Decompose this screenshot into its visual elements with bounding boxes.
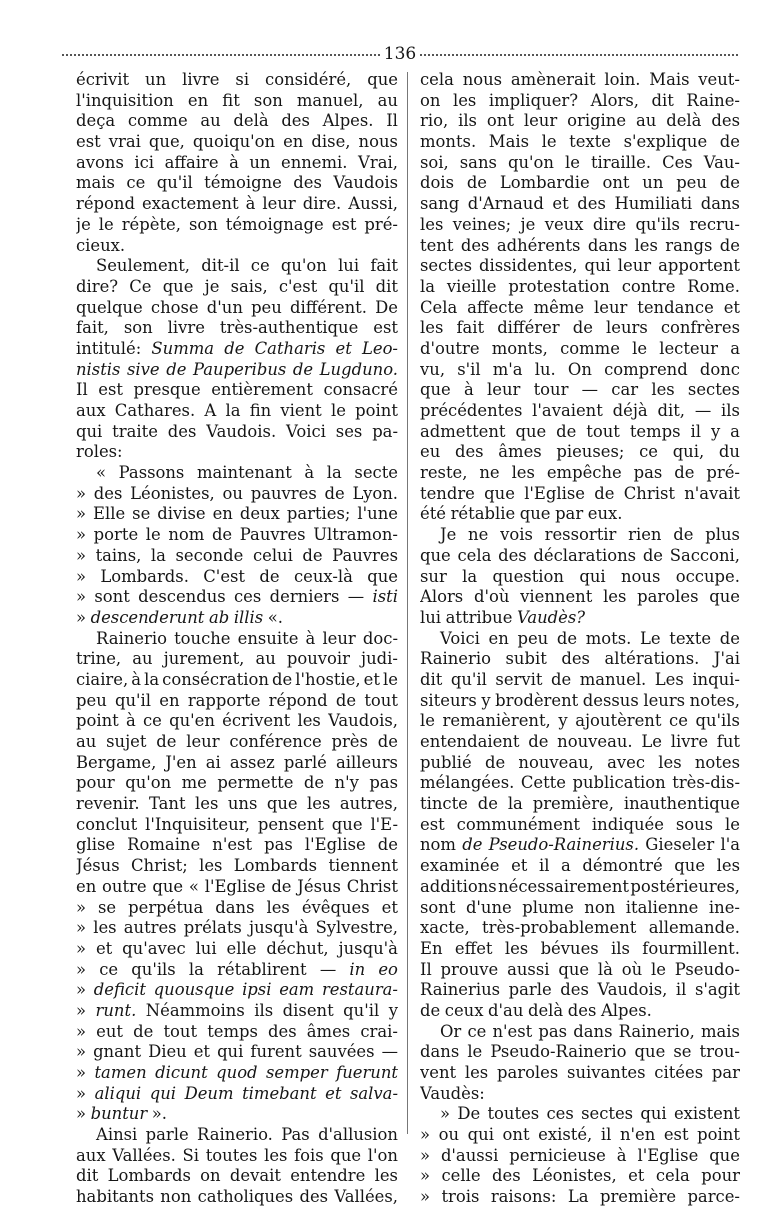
- text-line: est vrai que, quoiqu'on en dise, nous: [76, 132, 398, 152]
- text-line: Vaudès:: [420, 1083, 485, 1103]
- text-line: quelque chose d'un peu différent. De: [76, 297, 398, 317]
- text-line: entendaient de nouveau. Le livre fut: [420, 732, 740, 751]
- text-line: Rainerius parle des Vaudois, il s'agit: [420, 980, 740, 1000]
- text-line: d'outre monts, comme le lecteur a: [420, 338, 740, 358]
- text-line: sur la question qui nous occupe.: [420, 566, 740, 586]
- text-line: » d'aussi pernicieuse à l'Eglise que: [420, 1145, 740, 1165]
- text-line: dire? Ce que je sais, c'est qu'il dit: [76, 276, 398, 296]
- text-line: point à ce qu'en écrivent les Vaudois,: [76, 711, 398, 731]
- text-line: la vieille protestation contre Rome.: [420, 276, 740, 296]
- header-rule-right: [420, 54, 738, 56]
- text-line: siteurs y brodèrent dessus leurs notes,: [420, 690, 740, 710]
- text-line: on les impliquer? Alors, dit Raine-: [420, 90, 740, 110]
- text-line: Rainerio subit des altérations. J'ai: [420, 649, 740, 669]
- text-line: fait, son livre très-authentique est: [76, 318, 398, 338]
- right-column: [420, 70, 740, 1208]
- text-line: sectes dissidentes, qui leur apportent: [420, 256, 740, 276]
- text-line: » ce qu'ils la rétablirent — in eo: [76, 959, 398, 979]
- text-line: avons ici affaire à un ennemi. Vrai,: [76, 152, 398, 172]
- text-line: trine, au jurement, au pouvoir judi-: [76, 649, 398, 669]
- text-line: roles:: [76, 442, 123, 462]
- text-line: » porte le nom de Pauvres Ultramon-: [76, 525, 398, 545]
- text-line: » descenderunt ab illis «.: [76, 607, 284, 627]
- text-line: Il est presque entièrement consacré: [76, 380, 398, 400]
- text-line: Je ne vois ressortir rien de plus: [440, 525, 740, 545]
- column-divider: [407, 72, 408, 1134]
- text-line: Voici en peu de mots. Le texte de: [440, 628, 740, 648]
- text-line: tendre que l'Eglise de Christ n'avait: [420, 483, 740, 503]
- text-line: Or ce n'est pas dans Rainerio, mais: [440, 1021, 740, 1041]
- text-line: » celle des Léonistes, et cela pour: [420, 1166, 740, 1186]
- text-line: sang d'Arnaud et des Humiliati dans: [420, 194, 740, 214]
- text-line: » tamen dicunt quod semper fuerunt: [76, 1063, 398, 1082]
- text-line: qui traite des Vaudois. Voici ses pa-: [76, 421, 398, 441]
- text-line: admettent que de tout temps il y a: [420, 421, 740, 441]
- text-line: précédentes l'avaient déjà dit, — ils: [420, 401, 740, 420]
- text-line: mélangées. Cette publication très-dis-: [420, 773, 740, 793]
- text-line: Alors d'où viennent les paroles que: [420, 587, 740, 607]
- text-line: cieux.: [76, 235, 126, 255]
- text-line: cela nous amènerait loin. Mais veut-: [420, 70, 740, 89]
- text-line: répond exactement à leur dire. Aussi,: [76, 194, 398, 214]
- text-line: additions nécessairement postérieures,: [420, 876, 740, 896]
- page-number: 136: [383, 44, 417, 64]
- text-line: » De toutes ces sectes qui existent: [440, 1104, 740, 1124]
- text-line: » ou qui ont existé, il n'en est point: [420, 1125, 740, 1145]
- text-line: pour qu'on me permette de n'y pas: [76, 773, 398, 793]
- text-line: xacte, très-probablement allemande.: [420, 918, 740, 938]
- text-line: » buntur ».: [76, 1104, 168, 1124]
- text-line: publié de nouveau, avec les notes: [420, 752, 740, 772]
- text-line: » les autres prélats jusqu'à Sylvestre,: [76, 918, 398, 938]
- text-line: ciaire, à la consécration de l'hostie, et le: [76, 669, 398, 689]
- text-line: intitulé: Summa de Catharis et Leo-: [76, 338, 398, 358]
- text-line: » et qu'avec lui elle déchut, jusqu'à: [76, 938, 398, 958]
- text-line: sont d'une plume non italienne ine-: [420, 897, 740, 917]
- text-line: » se perpétua dans les évêques et: [76, 897, 398, 917]
- text-line: dit Lombards on devait entendre les: [76, 1166, 398, 1186]
- text-line: Jésus Christ; les Lombards tiennent: [76, 856, 398, 876]
- text-line: en outre que « l'Eglise de Jésus Christ: [76, 876, 398, 896]
- text-line: glise Romaine n'est pas l'Eglise de: [76, 835, 398, 855]
- text-line: mais ce qu'il témoigne des Vaudois: [76, 173, 398, 193]
- text-line: de ceux d'au delà des Alpes.: [420, 1000, 652, 1020]
- text-line: reste, ne les empêche pas de pré-: [420, 463, 740, 483]
- text-line: aux Vallées. Si toutes les fois que l'on: [76, 1145, 398, 1165]
- text-line: les fait différer de leurs confrères: [420, 318, 740, 338]
- text-line: » des Léonistes, ou pauvres de Lyon.: [76, 483, 398, 503]
- text-line: » sont descendus ces derniers — isti: [76, 587, 398, 607]
- text-line: vu, s'il m'a lu. On comprend donc: [420, 359, 740, 379]
- text-line: dans le Pseudo-Rainerio que se trou-: [420, 1042, 740, 1062]
- text-line: nistis sive de Pauperibus de Lugduno.: [76, 359, 398, 379]
- running-header: [62, 42, 738, 66]
- text-line: En effet les bévues ils fourmillent.: [420, 938, 740, 958]
- text-line: tincte de la première, inauthentique: [420, 794, 740, 814]
- text-line: soi, sans qu'on le tiraille. Ces Vau-: [420, 152, 740, 172]
- text-line: » Elle se divise en deux parties; l'une: [76, 504, 398, 524]
- text-line: le remanièrent, y ajoutèrent ce qu'ils: [420, 711, 740, 731]
- text-line: monts. Mais le texte s'explique de: [420, 132, 740, 152]
- text-line: deça comme au delà des Alpes. Il: [76, 111, 398, 131]
- text-line: Il prouve aussi que là où le Pseudo-: [420, 959, 740, 979]
- text-line: les veines; je veux dire qu'ils recru-: [420, 214, 740, 234]
- text-line: examinée et il a démontré que les: [420, 856, 740, 876]
- text-line: habitants non catholiques des Vallées,: [76, 1187, 398, 1207]
- text-line: tent des adhérents dans les rangs de: [420, 235, 740, 255]
- text-line: Ainsi parle Rainerio. Pas d'allusion: [96, 1125, 398, 1145]
- text-line: Rainerio touche ensuite à leur doc-: [96, 628, 398, 648]
- text-line: « Passons maintenant à la secte: [96, 463, 398, 483]
- text-line: » deficit quousque ipsi eam restaura-: [76, 980, 398, 1000]
- text-line: » runt. Néammoins ils disent qu'il y: [76, 1000, 398, 1020]
- left-column: [76, 70, 398, 1208]
- text-line: conclut l'Inquisiteur, pensent que l'E-: [76, 814, 398, 834]
- text-line: été rétablie que par eux.: [420, 504, 623, 524]
- text-line: écrivit un livre si considéré, que: [76, 70, 398, 89]
- text-line: dois de Lombardie ont un peu de: [420, 173, 740, 193]
- text-line: » eut de tout temps des âmes crai-: [76, 1021, 398, 1041]
- text-line: aux Cathares. A la fin vient le point: [76, 401, 398, 420]
- text-line: dit qu'il servit de manuel. Les inqui-: [420, 669, 740, 689]
- text-line: l'inquisition en fit son manuel, au: [76, 90, 398, 110]
- text-line: » trois raisons: La première parce-: [420, 1187, 740, 1207]
- text-line: que cela des déclarations de Sacconi,: [420, 545, 740, 565]
- text-line: peu qu'il en rapporte répond de tout: [76, 690, 398, 710]
- text-line: revenir. Tant les uns que les autres,: [76, 794, 398, 814]
- text-line: » tains, la seconde celui de Pauvres: [76, 545, 398, 565]
- text-line: nom de Pseudo-Rainerius. Gieseler l'a: [420, 835, 740, 855]
- text-line: Seulement, dit-il ce qu'on lui fait: [96, 256, 398, 276]
- text-line: Bergame, J'en ai assez parlé ailleurs: [76, 752, 398, 772]
- text-line: que à leur tour — car les sectes: [420, 380, 740, 400]
- text-line: Cela affecte même leur tendance et: [420, 297, 740, 317]
- text-line: lui attribue Vaudès?: [420, 607, 586, 627]
- text-line: eu des âmes pieuses; ce qui, du: [420, 442, 740, 462]
- text-line: » aliqui qui Deum timebant et salva-: [76, 1083, 398, 1103]
- text-line: est communément indiquée sous le: [420, 814, 740, 834]
- text-line: vent les paroles suivantes citées par: [420, 1063, 740, 1082]
- text-line: » gnant Dieu et qui furent sauvées —: [76, 1042, 398, 1062]
- text-line: au sujet de leur conférence près de: [76, 732, 398, 751]
- text-line: je le répète, son témoignage est pré-: [76, 214, 398, 234]
- text-line: rio, ils ont leur origine au delà des: [420, 111, 740, 131]
- text-line: » Lombards. C'est de ceux-là que: [76, 566, 398, 586]
